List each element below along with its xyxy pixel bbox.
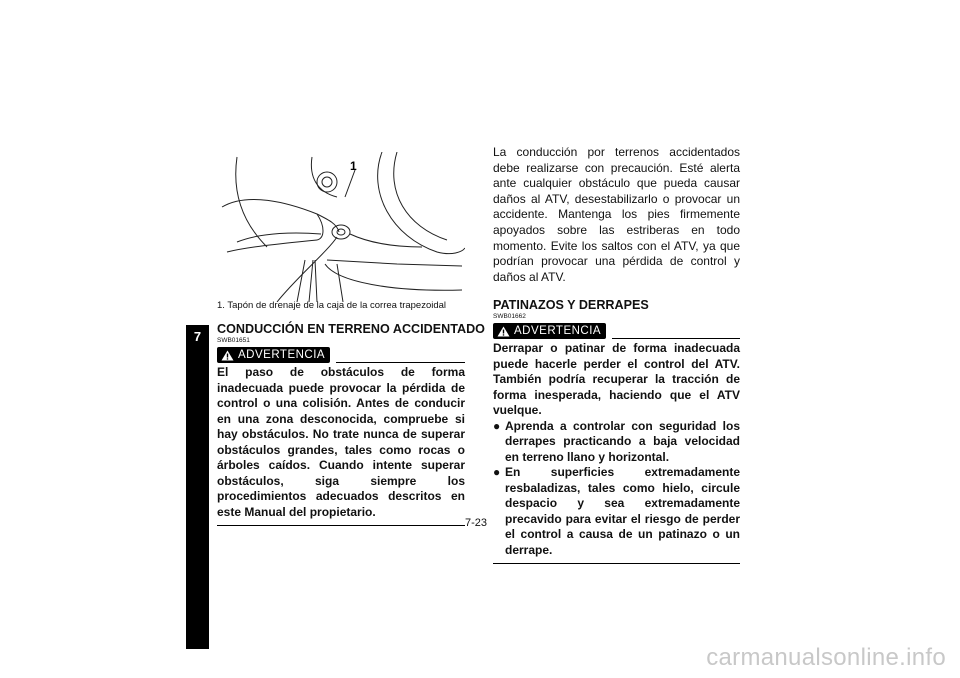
bullet-text: Aprenda a controlar con seguridad los derrapes practicando a baja velocidad en terreno llano y horizontal. bbox=[505, 418, 740, 464]
warning-badge bbox=[493, 323, 606, 339]
warning-rule bbox=[612, 338, 740, 339]
page-number: 7-23 bbox=[465, 517, 488, 529]
bullet-item bbox=[493, 419, 740, 466]
warning-triangle-icon bbox=[221, 350, 234, 361]
figure-caption: 1. Tapón de drenaje de la caja de la correa trapezoidal bbox=[217, 300, 447, 311]
drain-plug-illustration bbox=[217, 152, 465, 302]
section-code: SWB01651 bbox=[217, 337, 250, 344]
warning-text: Derrapar o patinar de forma inadecuada puede hacerle perder el control del ATV. También podría recuperar la tracción de forma inesperada, haciendo que el ATV vuelque. bbox=[493, 341, 740, 418]
warning-triangle-icon bbox=[497, 326, 510, 337]
chapter-tab: 7 bbox=[186, 325, 209, 649]
bullet-item bbox=[493, 465, 740, 558]
figure-callout: 1 bbox=[350, 159, 357, 173]
section-heading-offroad: CONDUCCIÓN EN TERRENO ACCIDENTADO bbox=[217, 322, 485, 336]
warning-label: ADVERTENCIA bbox=[238, 349, 326, 361]
warning-end-rule bbox=[493, 563, 740, 564]
warning-text: El paso de obstáculos de forma inadecuada puede provocar la pérdida de control o una colisión. Antes de conducir en una zona desconocida, compruebe si hay obstáculos. No trate nunca de superar obstáculos grandes, tales como rocas o árboles caídos. Cuando intente superar obstáculos, siga siempre los procedimientos adecuados descritos en este Manual del propietario. bbox=[217, 365, 465, 519]
bullet-dot-icon: ● bbox=[493, 418, 501, 433]
watermark: carmanualsonline.info bbox=[706, 644, 946, 671]
section-code: SWB01662 bbox=[493, 313, 526, 321]
bullet-dot-icon: ● bbox=[493, 465, 501, 480]
section-heading-skids: PATINAZOS Y DERRAPES bbox=[493, 298, 649, 313]
warning-end-rule bbox=[217, 525, 465, 526]
warning-rule bbox=[336, 362, 465, 363]
bullet-text: En superficies extremadamente resbaladizas, tales como hielo, circule despacio y sea extremadamente precavido para evitar el riesgo de perder el control a causa de un patinazo o un derrape. bbox=[505, 465, 740, 557]
warning-header bbox=[217, 347, 465, 363]
right-column bbox=[493, 145, 740, 564]
intro-paragraph: La conducción por terrenos accidentados debe realizarse con precaución. Esté alerta ante cualquier obstáculo que pueda causar daños al ATV, desestabilizarlo o provocar un accidente. Mantenga los pies firmemente apoyados sobre las estriberas en todo momento. Evite los saltos con el ATV, ya que podrían provocar una pérdida de control y daños al ATV. bbox=[493, 145, 740, 284]
warning-header bbox=[493, 323, 740, 339]
warning-label: ADVERTENCIA bbox=[514, 325, 602, 338]
warning-badge bbox=[217, 347, 330, 363]
